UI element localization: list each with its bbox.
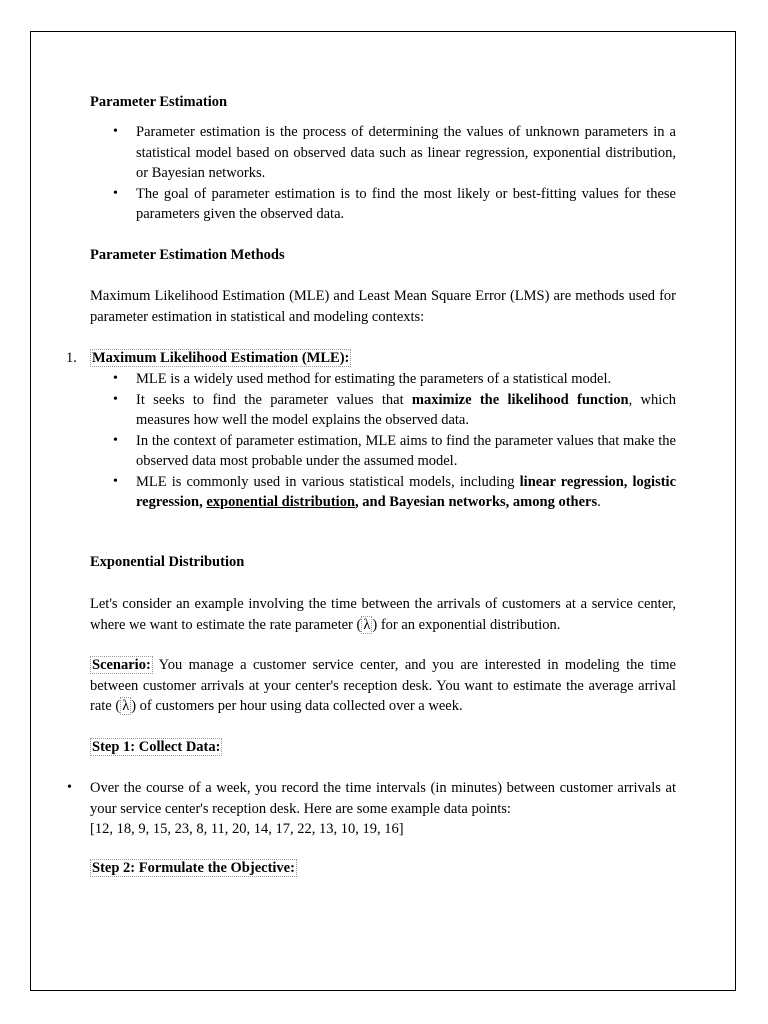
step1-bullet-text: Over the course of a week, you record the time intervals (in minutes) between customer arrivals at your service center's reception desk. Here are some example data points:	[90, 780, 676, 817]
step1-heading	[90, 737, 222, 758]
exponential-intro-rest: ) for an exponential distribution.	[372, 616, 561, 633]
list-item: • MLE is a widely used method for estimating the parameters of a statistical model.	[136, 369, 676, 390]
list-item: • In the context of parameter estimation, MLE aims to find the parameter values that make the observed data most probable under the assumed model.	[136, 431, 676, 472]
scenario-paragraph	[90, 655, 676, 717]
mle-bullet2-text: It seeks to find the parameter values that	[136, 391, 412, 408]
lambda-symbol: λ	[122, 698, 130, 714]
scenario-text: You manage a customer service center, and you are interested in modeling the time between customer arrivals at your center's reception desk. You want to estimate the average arrival rate (	[90, 657, 676, 714]
list-item	[136, 390, 676, 431]
mle-bullet4-underlined: exponential distribution	[206, 494, 356, 510]
bullet-dot: •	[67, 780, 72, 795]
list-item: • The goal of parameter estimation is to find the most likely or best-fitting values for these parameters given the observed data.	[136, 184, 676, 225]
lambda-symbol: λ	[363, 616, 371, 633]
mle-heading	[90, 348, 351, 369]
mle-bullets	[136, 369, 676, 513]
scenario-label: Scenario:	[92, 657, 151, 673]
mle-bullet2-bold: maximize the likelihood function	[411, 391, 629, 408]
step1-paragraph	[90, 778, 676, 840]
mle-bullet2-rest: , which measures how well the model explains the observed data.	[136, 391, 676, 428]
section-heading-exponential: Exponential Distribution	[90, 554, 245, 570]
step2-heading	[90, 858, 297, 879]
step1-data-points: [12, 18, 9, 15, 23, 8, 11, 20, 14, 17, 22, 13, 10, 19, 16]	[90, 821, 404, 837]
mle-bullet4-text: MLE is commonly used in various statistical models, including	[136, 473, 520, 490]
mle-heading-text: Maximum Likelihood Estimation (MLE):	[92, 350, 350, 366]
list-item: • Parameter estimation is the process of determining the values of unknown parameters in a statistical model based on observed data such as linear regression, exponential distribution, or Bayesian networks.	[136, 122, 676, 184]
list-number: 1.	[66, 350, 77, 366]
section-heading-methods: Parameter Estimation Methods	[90, 247, 285, 263]
step1-heading-text: Step 1: Collect Data:	[92, 739, 221, 755]
section-heading-parameter-estimation: Parameter Estimation	[90, 94, 228, 110]
exponential-intro-paragraph	[90, 594, 676, 635]
step2-heading-text: Step 2: Formulate the Objective:	[92, 860, 295, 876]
list-item	[136, 472, 676, 513]
exponential-intro-text: Let's consider an example involving the time between the arrivals of customers at a service center, where we want to estimate the rate parameter (	[90, 596, 676, 633]
methods-intro-paragraph: Maximum Likelihood Estimation (MLE) and Least Mean Square Error (LMS) are methods used for parameter estimation in statistical and modeling contexts:	[90, 288, 676, 325]
scenario-rest: ) of customers per hour using data collected over a week.	[131, 698, 463, 714]
mle-bullet4-period: .	[597, 494, 601, 510]
parameter-estimation-bullets	[136, 122, 676, 225]
mle-bullet4-bold-end: , and Bayesian networks, among others	[355, 494, 598, 510]
mle-bullet4-bold: linear regression, logistic regression,	[136, 473, 677, 510]
